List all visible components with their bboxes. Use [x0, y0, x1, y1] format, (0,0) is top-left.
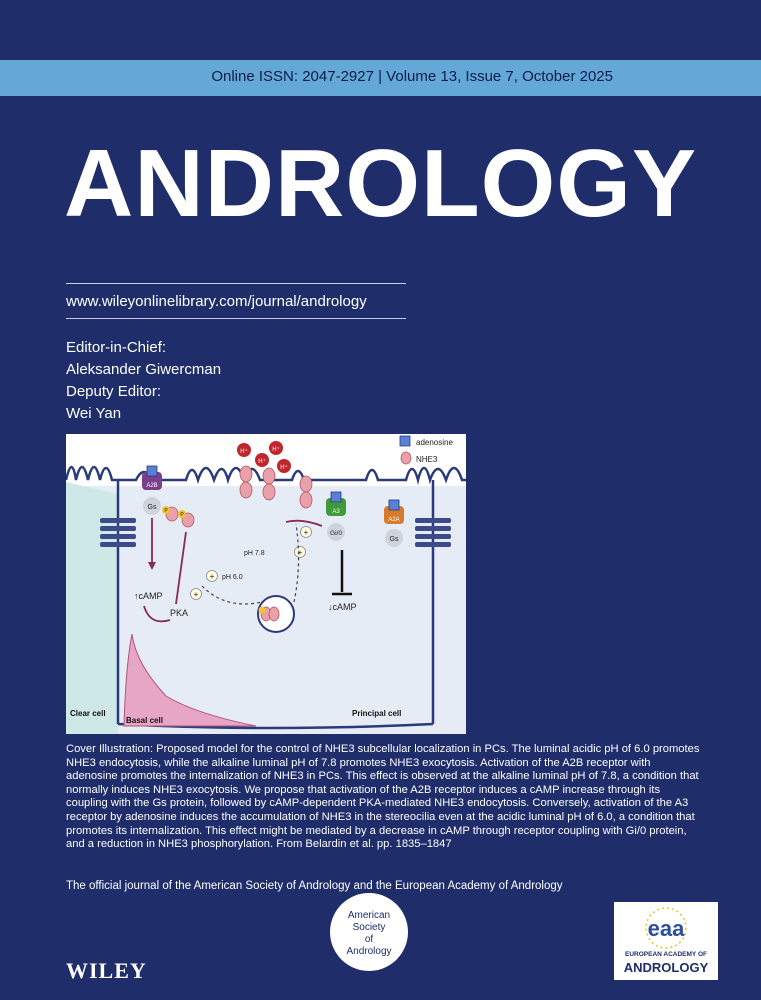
eaa-logo	[614, 902, 718, 980]
phospho-p	[259, 607, 266, 614]
adenosine-a3	[331, 492, 341, 502]
ph60-label: pH 6.0	[222, 574, 243, 581]
asa-logo-line: Andrology	[346, 946, 392, 957]
cover-illustration	[66, 434, 466, 734]
h-ion-label: H⁺	[272, 447, 280, 453]
plus-label: +	[209, 572, 215, 581]
cover-caption	[66, 743, 702, 852]
p-label: P	[180, 512, 184, 518]
h-ion-label: H⁺	[258, 459, 266, 465]
gi-label: Gi/0	[330, 530, 342, 537]
deputy-editor-name: Wei Yan	[66, 405, 122, 422]
h-ion-label: H⁺	[240, 449, 248, 455]
divider-bottom	[66, 318, 406, 319]
asa-logo	[330, 893, 408, 971]
basal-cell-label: Basal cell	[126, 716, 163, 725]
issue-band	[0, 60, 761, 96]
h-ion-label: H⁺	[280, 465, 288, 471]
legend-nhe3: NHE3	[416, 455, 438, 464]
adenosine-a2a	[389, 500, 399, 510]
publisher-logo: WILEY	[66, 958, 147, 983]
asa-logo-line: Society	[352, 922, 386, 933]
deputy-editor-label: Deputy Editor:	[66, 383, 162, 400]
pka-label: PKA	[170, 608, 189, 618]
eaa-small-text: EUROPEAN ACADEMY OF	[625, 951, 707, 958]
nhe3-legend-icon	[401, 452, 411, 464]
issue-line: Online ISSN: 2047-2927 | Volume 13, Issue 7, October 2025	[211, 68, 613, 85]
asa-logo-line: American	[347, 910, 391, 921]
adenosine-legend-icon	[400, 436, 410, 446]
plus-label: +	[303, 528, 309, 537]
society-tagline: The official journal of the American Society of Andrology and the European Academy of Andrology	[66, 880, 563, 892]
caption-body: Proposed model for the control of NHE3 subcellular localization in PCs. The luminal acidic pH of 6.0 promotes NHE3 endocytosis, while the alkaline luminal pH of 7.8 promotes NHE3 exocytosis. Activation of the A2B receptor with adenosine promotes the internalization of NHE3 in PCs. This effect is observed at the alkaline luminal pH of 7.8, a condition that normally induces NHE3 exocytosis. We propose that activation of the A2B receptor induces a cAMP increase through its coupling with the Gs protein, followed by cAMP-dependent PKA-mediated NHE3 endocytosis. Conversely, activation of the A3 receptor by adenosine induces the accumulation of NHE3 in the stereocilia even at the acidic luminal pH of 6.0, a condition that promotes its internalization. This effect might be mediated by a decrease in cAMP through receptor coupling with Gi/0 protein, and a reduction in NHE3 phosphorylation. From Belardin et al. pp. 1835–1847	[66, 743, 700, 851]
camp-up-label: ↑cAMP	[134, 591, 163, 601]
principal-cell-label: Principal cell	[352, 709, 402, 718]
eaa-big-text: ANDROLOGY	[623, 960, 709, 975]
camp-down-label: ↓cAMP	[328, 602, 357, 612]
p-label: P	[164, 508, 168, 514]
eaa-mark-text: eaa	[647, 916, 685, 941]
eaa-mark-icon	[614, 902, 718, 950]
gs-label: Gs	[389, 536, 399, 543]
journal-url[interactable]: www.wileyonlinelibrary.com/journal/andrology	[66, 293, 367, 310]
legend-adenosine: adenosine	[416, 438, 453, 447]
a2a-label: A2A	[388, 517, 400, 523]
a3-label: A3	[332, 509, 340, 515]
plus-label: +	[193, 590, 199, 599]
caption-lead: Cover Illustration:	[66, 743, 154, 755]
ph78-label: pH 7.8	[244, 550, 265, 557]
journal-title: ANDROLOGY	[64, 130, 697, 237]
asa-logo-line: of	[364, 934, 374, 945]
a2b-label: A2B	[146, 483, 158, 489]
editor-in-chief-label: Editor-in-Chief:	[66, 339, 167, 356]
masthead	[66, 337, 221, 425]
clear-cell-label: Clear cell	[70, 709, 106, 718]
plus-label: +	[297, 548, 303, 557]
editor-in-chief-name: Aleksander Giwercman	[66, 361, 222, 378]
cell-model-diagram	[66, 434, 466, 734]
divider-top	[66, 283, 406, 284]
adenosine-a2b	[147, 466, 157, 476]
gs-label: Gs	[147, 504, 157, 511]
